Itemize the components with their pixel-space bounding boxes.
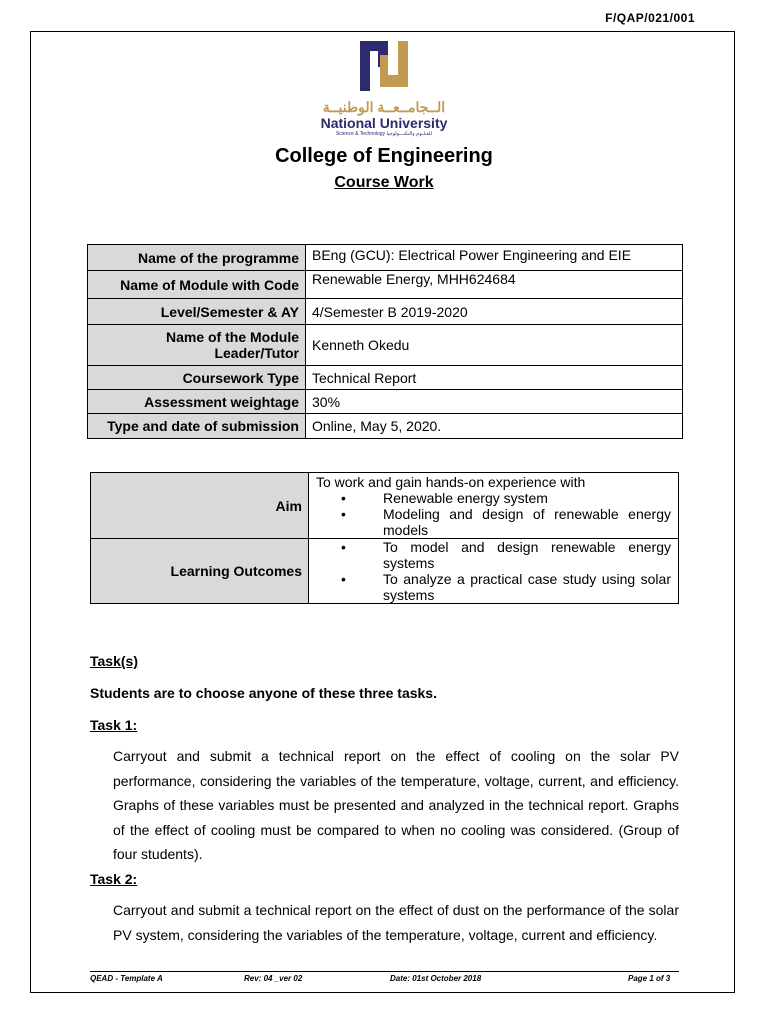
row-label: Name of the Module Leader/Tutor xyxy=(88,325,306,366)
aim-row xyxy=(91,473,679,539)
footer-divider xyxy=(90,971,679,972)
row-value: Renewable Energy, MHH624684 xyxy=(306,271,683,299)
row-value: Technical Report xyxy=(306,366,683,390)
college-title: College of Engineering xyxy=(275,145,493,167)
footer-page: Page 1 of 3 xyxy=(628,974,671,983)
course-info-table xyxy=(87,244,683,439)
table-row xyxy=(88,390,683,414)
aim-outcomes-table xyxy=(90,472,679,604)
row-label: Assessment weightage xyxy=(88,390,306,414)
footer-template: QEAD - Template A xyxy=(90,974,163,983)
row-value: BEng (GCU): Electrical Power Engineering and EIE xyxy=(306,245,683,271)
outcomes-row xyxy=(91,539,679,604)
task2-title: Task 2: xyxy=(90,871,138,887)
task1-title: Task 1: xyxy=(90,717,138,733)
university-name-arabic: الــجامــعــة الوطنيــة xyxy=(322,99,446,115)
list-item: • Modeling and design of renewable energy models xyxy=(316,506,671,538)
row-value: 4/Semester B 2019-2020 xyxy=(306,299,683,325)
table-row xyxy=(88,325,683,366)
aim-label: Aim xyxy=(91,473,309,539)
table-row xyxy=(88,271,683,299)
table-row xyxy=(88,366,683,390)
row-label: Type and date of submission xyxy=(88,414,306,439)
row-value: Kenneth Okedu xyxy=(306,325,683,366)
university-name-english: National University xyxy=(320,115,448,131)
outcomes-content xyxy=(309,539,679,604)
row-label: Name of Module with Code xyxy=(88,271,306,299)
row-label: Level/Semester & AY xyxy=(88,299,306,325)
table-row xyxy=(88,414,683,439)
document-reference: F/QAP/021/001 xyxy=(605,11,695,25)
tasks-instruction: Students are to choose anyone of these three tasks. xyxy=(90,685,437,701)
university-subtitle: Science & Technology للعـلـوم والتكنـــولوجيا xyxy=(335,131,433,137)
bullet-icon: • xyxy=(341,489,346,506)
tasks-heading: Task(s) xyxy=(90,653,138,669)
bullet-icon: • xyxy=(341,539,346,555)
list-item: • To model and design renewable energy systems xyxy=(316,539,671,571)
task1-text: Carryout and submit a technical report on the effect of cooling on the solar PV performance, considering the variables of the temperature, voltage, current, and efficiency. Graphs of these variables must be presented and analyzed in the technical report. Graphs of the effect of cooling must be compared to when no cooling was considered. (Group of four students). xyxy=(113,748,679,862)
task2-text: Carryout and submit a technical report on the effect of dust on the performance of the solar PV system, considering the variables of the temperature, voltage, current and efficiency. xyxy=(113,902,679,943)
row-label: Coursework Type xyxy=(88,366,306,390)
list-item: • Renewable energy system xyxy=(316,490,671,506)
bullet-icon: • xyxy=(341,571,346,587)
course-work-title: Course Work xyxy=(334,174,434,191)
university-logo xyxy=(0,37,768,138)
aim-intro: To work and gain hands-on experience with xyxy=(316,473,586,490)
outcomes-label: Learning Outcomes xyxy=(91,539,309,604)
aim-content xyxy=(309,473,679,539)
table-row xyxy=(88,299,683,325)
footer-revision: Rev: 04 _ver 02 xyxy=(244,974,303,983)
list-item: • To analyze a practical case study using solar systems xyxy=(316,571,671,603)
row-value: Online, May 5, 2020. xyxy=(306,414,683,439)
row-value: 30% xyxy=(306,390,683,414)
footer-date: Date: 01st October 2018 xyxy=(390,974,482,983)
nu-logo-icon xyxy=(358,37,410,93)
row-label: Name of the programme xyxy=(88,245,306,271)
bullet-icon: • xyxy=(341,505,346,522)
table-row xyxy=(88,245,683,271)
